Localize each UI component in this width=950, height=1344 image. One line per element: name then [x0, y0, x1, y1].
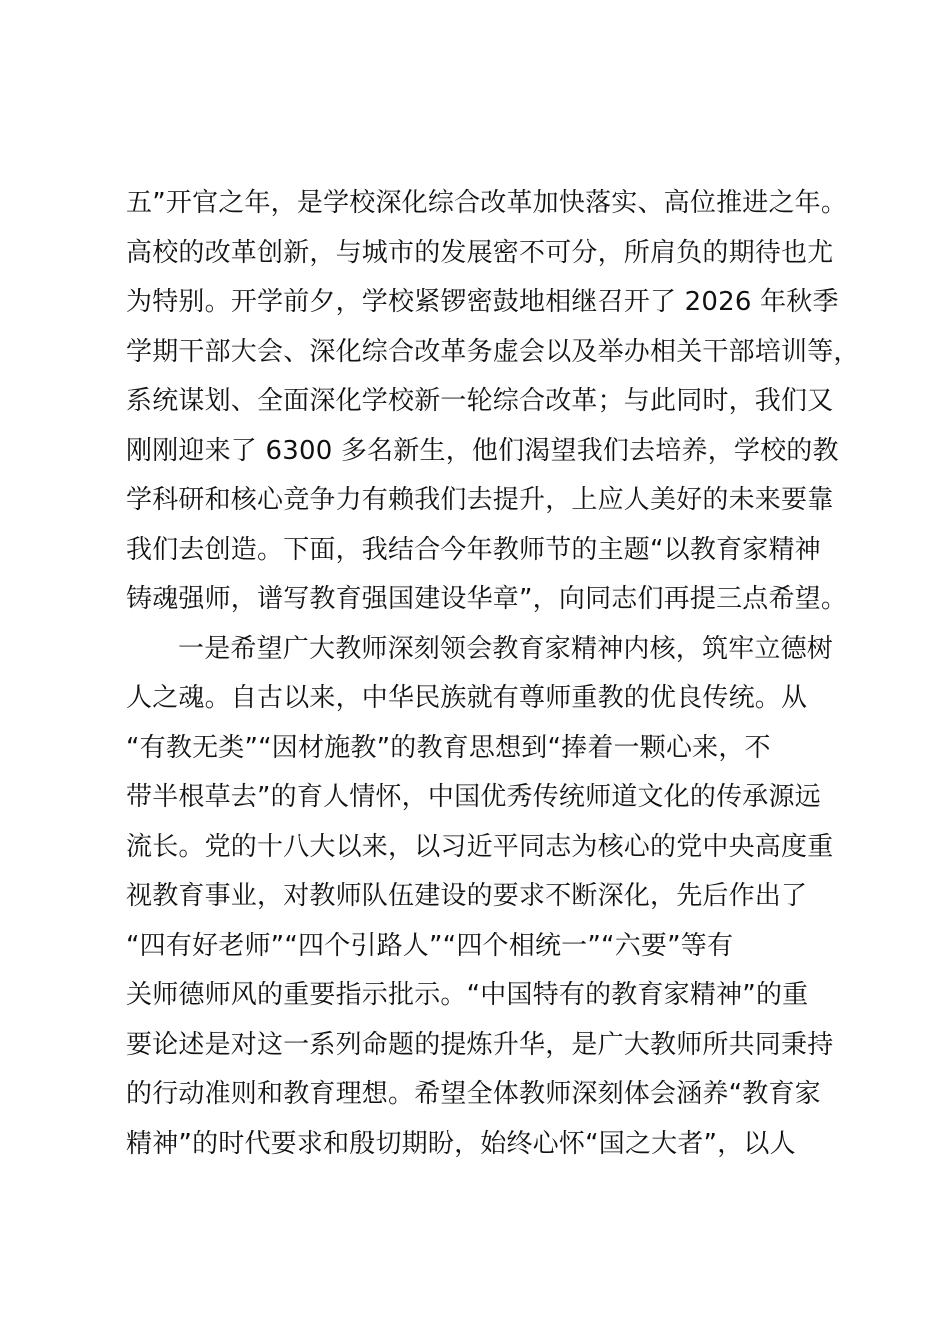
text-line: 刚刚迎来了 6300 多名新生，他们渴望我们去培养，学校的教 — [126, 435, 839, 466]
text-line: 人之魂。自古以来，中华民族就有尊师重教的优良传统。从 — [126, 683, 808, 713]
text-line: 为特别。开学前夕，学校紧锣密鼓地相继召开了 2026 年秋季 — [126, 287, 839, 317]
text-line: 学科研和核心竞争力有赖我们去提升，上应人美好的未来要靠 — [126, 485, 834, 515]
text-line: “四有好老师”“四个引路人”“四个相统一”“六要”等有 — [126, 930, 734, 961]
text-line: 要论述是对这一系列命题的提炼升华，是广大教师所共同秉持 — [126, 1029, 834, 1060]
text-line: 的行动准则和教育理想。希望全体教师深刻体会涵养“教育家 — [126, 1079, 821, 1109]
text-line: 精神”的时代要求和殷切期盼，始终心怀“国之大者”，以人 — [126, 1128, 796, 1159]
body-text — [126, 179, 860, 1169]
text-line: 五”开官之年，是学校深化综合改革加快落实、高位推进之年。 — [126, 188, 848, 218]
text-line: 高校的改革创新，与城市的发展密不可分，所肩负的期待也尤 — [126, 237, 834, 268]
text-line: “有教无类”“因材施教”的教育思想到“捧着一颗心来，不 — [126, 732, 771, 763]
text-line: 流长。党的十八大以来，以习近平同志为核心的党中央高度重 — [126, 831, 834, 862]
paragraph-start-line: 一是希望广大教师深刻领会教育家精神内核，筑牢立德树 — [178, 633, 834, 664]
text-line: 视教育事业，对教师队伍建设的要求不断深化，先后作出了 — [126, 881, 808, 911]
text-line: 铸魂强师，谱写教育强国建设华章”，向同志们再提三点希望。 — [126, 584, 848, 614]
text-line: 带半根草去”的育人情怀，中国优秀传统师道文化的传承源远 — [126, 782, 821, 812]
text-line: 系统谋划、全面深化学校新一轮综合改革；与此同时，我们又 — [126, 386, 834, 416]
text-line: 我们去创造。下面，我结合今年教师节的主题“以教育家精神 — [126, 534, 821, 565]
text-line: 关师德师风的重要指示批示。“中国特有的教育家精神”的重 — [126, 980, 809, 1010]
text-line: 学期干部大会、深化综合改革务虚会以及举办相关干部培训等， — [126, 336, 860, 367]
